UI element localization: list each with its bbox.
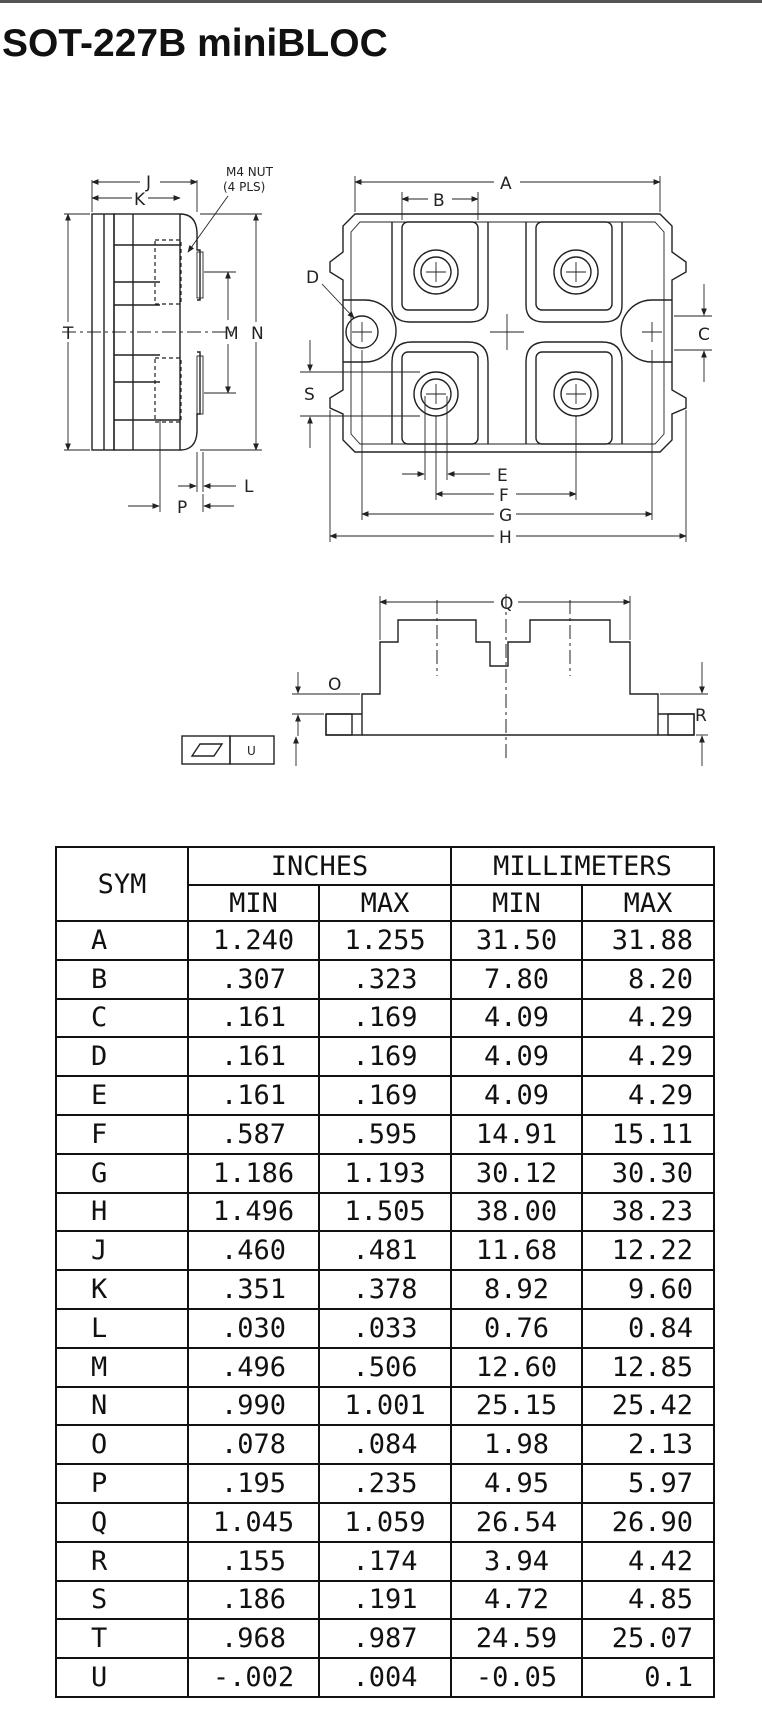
cell-inches-max: .235 xyxy=(319,1464,451,1503)
label-F: F xyxy=(499,486,509,506)
label-nut-line2: (4 PLS) xyxy=(223,180,266,194)
cell-mm-min: 0.76 xyxy=(451,1309,582,1348)
cell-inches-min: .496 xyxy=(188,1348,319,1387)
terminal-pad-bl xyxy=(392,342,488,444)
flatness-symbol-box xyxy=(182,736,230,764)
cell-inches-max: .169 xyxy=(319,999,451,1038)
cell-sym: Q xyxy=(56,1503,188,1542)
cell-sym: N xyxy=(56,1387,188,1426)
terminal-pad-tl xyxy=(392,222,488,322)
cell-inches-max: .174 xyxy=(319,1542,451,1581)
cell-mm-min: 26.54 xyxy=(451,1503,582,1542)
label-R: R xyxy=(695,706,707,726)
cell-mm-min: 4.72 xyxy=(451,1581,582,1620)
cell-sym: B xyxy=(56,960,188,999)
nut-hidden-lower xyxy=(155,358,181,422)
cell-inches-max: .169 xyxy=(319,1037,451,1076)
cell-inches-max: .004 xyxy=(319,1658,451,1697)
cell-mm-min: 30.12 xyxy=(451,1154,582,1193)
cell-mm-max: 0.1 xyxy=(582,1658,714,1697)
header-inches-max: MAX xyxy=(319,885,451,921)
table-row xyxy=(56,1309,714,1348)
label-M: M xyxy=(224,324,239,344)
cell-inches-max: .191 xyxy=(319,1581,451,1620)
cell-inches-min: .161 xyxy=(188,999,319,1038)
cell-inches-max: 1.059 xyxy=(319,1503,451,1542)
label-S: S xyxy=(304,385,315,405)
table-row xyxy=(56,1503,714,1542)
label-D: D xyxy=(306,268,320,288)
side-view xyxy=(62,165,274,518)
cell-mm-min: 1.98 xyxy=(451,1425,582,1464)
cell-inches-max: .595 xyxy=(319,1115,451,1154)
cell-inches-max: .987 xyxy=(319,1619,451,1658)
cell-mm-min: 24.59 xyxy=(451,1619,582,1658)
header-sym: SYM xyxy=(56,847,188,921)
table-row xyxy=(56,1425,714,1464)
cell-mm-max: 2.13 xyxy=(582,1425,714,1464)
cell-mm-max: 15.11 xyxy=(582,1115,714,1154)
table-row xyxy=(56,1154,714,1193)
package-drawing xyxy=(0,0,762,840)
cell-inches-min: .307 xyxy=(188,960,319,999)
cell-mm-min: -0.05 xyxy=(451,1658,582,1697)
cell-inches-min: 1.045 xyxy=(188,1503,319,1542)
label-K: K xyxy=(134,190,146,210)
cell-inches-max: .481 xyxy=(319,1231,451,1270)
label-C: C xyxy=(698,325,710,345)
table-row xyxy=(56,1581,714,1620)
cell-mm-max: 31.88 xyxy=(582,921,714,960)
cell-mm-min: 4.09 xyxy=(451,999,582,1038)
cell-sym: O xyxy=(56,1425,188,1464)
label-B: B xyxy=(433,191,445,211)
cell-mm-min: 31.50 xyxy=(451,921,582,960)
cell-mm-min: 7.80 xyxy=(451,960,582,999)
cell-mm-max: 5.97 xyxy=(582,1464,714,1503)
cell-sym: T xyxy=(56,1619,188,1658)
cell-inches-min: .968 xyxy=(188,1619,319,1658)
cell-inches-max: 1.001 xyxy=(319,1387,451,1426)
cell-inches-min: .587 xyxy=(188,1115,319,1154)
header-mm-min: MIN xyxy=(451,885,582,921)
cell-mm-min: 3.94 xyxy=(451,1542,582,1581)
flatness-icon xyxy=(192,744,222,756)
label-nut-line1: M4 NUT xyxy=(226,165,273,179)
cell-sym: M xyxy=(56,1348,188,1387)
table-row xyxy=(56,1658,714,1697)
label-P: P xyxy=(177,498,188,518)
top-view xyxy=(300,174,712,548)
cell-inches-min: .186 xyxy=(188,1581,319,1620)
cell-mm-max: 4.29 xyxy=(582,999,714,1038)
cell-mm-min: 4.09 xyxy=(451,1037,582,1076)
table-row xyxy=(56,1037,714,1076)
cell-sym: J xyxy=(56,1231,188,1270)
label-U: U xyxy=(247,744,256,758)
header-mm-max: MAX xyxy=(582,885,714,921)
cell-mm-max: 0.84 xyxy=(582,1309,714,1348)
label-T: T xyxy=(63,324,74,344)
cell-sym: C xyxy=(56,999,188,1038)
table-row xyxy=(56,1464,714,1503)
table-row xyxy=(56,999,714,1038)
cell-inches-min: 1.240 xyxy=(188,921,319,960)
cell-inches-min: -.002 xyxy=(188,1658,319,1697)
cell-sym: H xyxy=(56,1193,188,1232)
cell-sym: F xyxy=(56,1115,188,1154)
page-title: SOT-227B miniBLOC xyxy=(2,22,388,65)
label-H: H xyxy=(499,528,512,548)
cell-sym: U xyxy=(56,1658,188,1697)
cell-mm-max: 9.60 xyxy=(582,1270,714,1309)
cell-mm-max: 12.22 xyxy=(582,1231,714,1270)
cell-inches-max: .378 xyxy=(319,1270,451,1309)
table-row xyxy=(56,921,714,960)
table-row xyxy=(56,960,714,999)
cell-inches-min: .351 xyxy=(188,1270,319,1309)
cell-inches-min: .078 xyxy=(188,1425,319,1464)
table-row xyxy=(56,1270,714,1309)
cell-inches-min: .155 xyxy=(188,1542,319,1581)
label-O: O xyxy=(328,675,342,695)
table-row xyxy=(56,1115,714,1154)
cell-mm-max: 8.20 xyxy=(582,960,714,999)
cell-mm-min: 38.00 xyxy=(451,1193,582,1232)
cell-sym: P xyxy=(56,1464,188,1503)
terminal-pad-tr xyxy=(526,222,622,322)
label-N: N xyxy=(251,324,264,344)
table-row xyxy=(56,1076,714,1115)
cell-inches-min: .161 xyxy=(188,1076,319,1115)
cell-mm-min: 25.15 xyxy=(451,1387,582,1426)
cell-inches-min: 1.186 xyxy=(188,1154,319,1193)
cell-sym: A xyxy=(56,921,188,960)
cell-mm-max: 4.29 xyxy=(582,1076,714,1115)
header-inches-min: MIN xyxy=(188,885,319,921)
cell-mm-min: 4.09 xyxy=(451,1076,582,1115)
cell-mm-min: 4.95 xyxy=(451,1464,582,1503)
cell-inches-min: .195 xyxy=(188,1464,319,1503)
cell-inches-max: 1.193 xyxy=(319,1154,451,1193)
cell-mm-min: 11.68 xyxy=(451,1231,582,1270)
table-row xyxy=(56,1193,714,1232)
cell-inches-max: .169 xyxy=(319,1076,451,1115)
label-J: J xyxy=(146,173,152,193)
cell-inches-min: 1.496 xyxy=(188,1193,319,1232)
cell-mm-max: 4.29 xyxy=(582,1037,714,1076)
cell-mm-max: 38.23 xyxy=(582,1193,714,1232)
dimensions-table-body xyxy=(56,921,714,1697)
header-inches: INCHES xyxy=(188,847,451,885)
cell-sym: D xyxy=(56,1037,188,1076)
cell-inches-min: .030 xyxy=(188,1309,319,1348)
nut-hidden-upper xyxy=(155,240,181,304)
cell-sym: S xyxy=(56,1581,188,1620)
label-E: E xyxy=(497,466,508,486)
header-millimeters: MILLIMETERS xyxy=(451,847,714,885)
cell-mm-min: 12.60 xyxy=(451,1348,582,1387)
label-L: L xyxy=(244,477,254,497)
table-row xyxy=(56,1348,714,1387)
front-view xyxy=(182,594,708,766)
label-Q: Q xyxy=(500,594,514,614)
table-row xyxy=(56,1619,714,1658)
cell-sym: E xyxy=(56,1076,188,1115)
cell-mm-max: 4.42 xyxy=(582,1542,714,1581)
cell-inches-max: .033 xyxy=(319,1309,451,1348)
cell-inches-min: .161 xyxy=(188,1037,319,1076)
cell-inches-min: .990 xyxy=(188,1387,319,1426)
terminal-pad-br xyxy=(526,342,622,444)
table-row xyxy=(56,1387,714,1426)
cell-sym: K xyxy=(56,1270,188,1309)
table-row xyxy=(56,1542,714,1581)
cell-inches-min: .460 xyxy=(188,1231,319,1270)
cell-mm-max: 30.30 xyxy=(582,1154,714,1193)
cell-sym: R xyxy=(56,1542,188,1581)
cell-sym: G xyxy=(56,1154,188,1193)
label-A: A xyxy=(500,174,512,194)
dimensions-table xyxy=(55,846,715,1698)
cell-mm-max: 25.42 xyxy=(582,1387,714,1426)
cell-inches-max: .323 xyxy=(319,960,451,999)
cell-mm-max: 26.90 xyxy=(582,1503,714,1542)
table-row xyxy=(56,1231,714,1270)
cell-mm-max: 12.85 xyxy=(582,1348,714,1387)
cell-inches-max: .084 xyxy=(319,1425,451,1464)
cell-inches-max: 1.255 xyxy=(319,921,451,960)
cell-inches-max: 1.505 xyxy=(319,1193,451,1232)
cell-mm-max: 4.85 xyxy=(582,1581,714,1620)
cell-mm-max: 25.07 xyxy=(582,1619,714,1658)
front-outline xyxy=(326,620,694,735)
cell-sym: L xyxy=(56,1309,188,1348)
cell-mm-min: 8.92 xyxy=(451,1270,582,1309)
cell-mm-min: 14.91 xyxy=(451,1115,582,1154)
cell-inches-max: .506 xyxy=(319,1348,451,1387)
label-G: G xyxy=(499,506,513,526)
